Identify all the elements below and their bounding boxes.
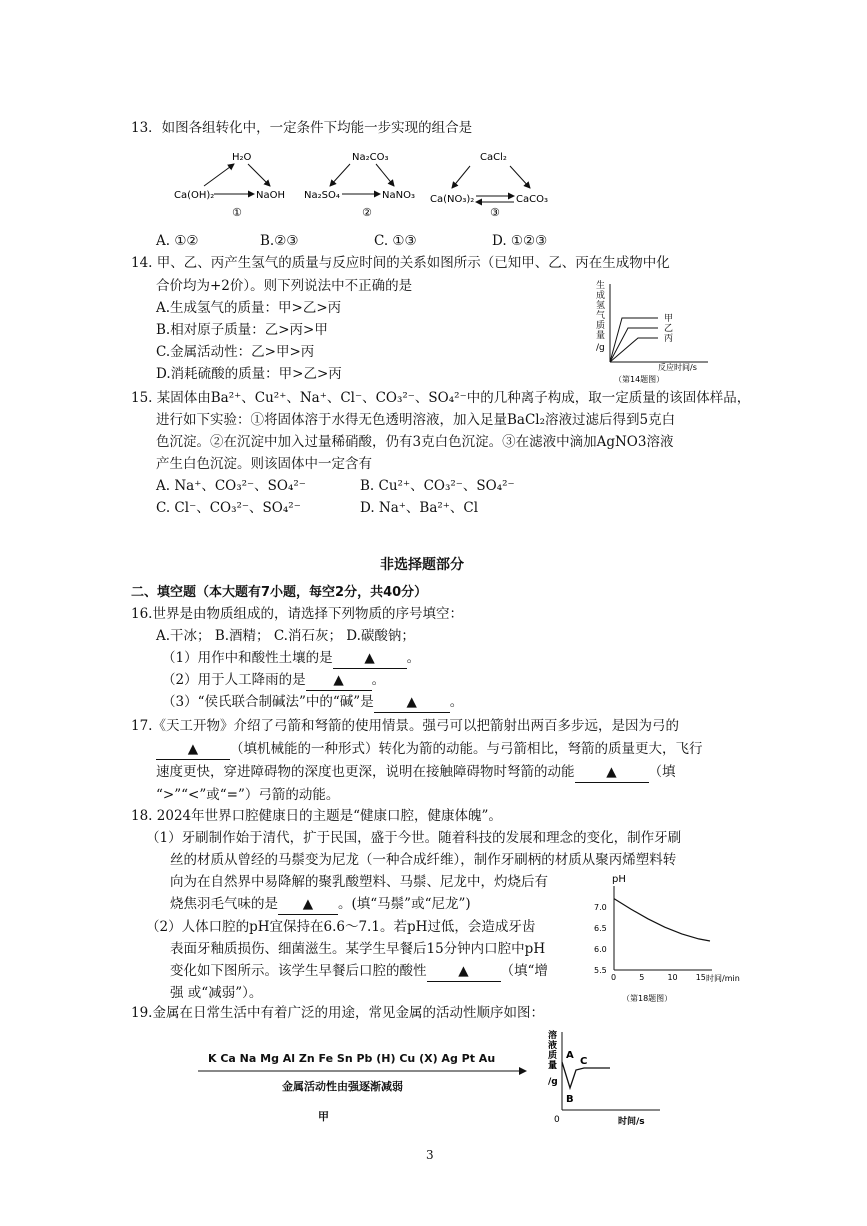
q18-p2-line3: 变化如下图所示。该学生早餐后口腔的酸性 ▲ （填“增	[170, 961, 548, 982]
q19-figure-label: 甲	[318, 1110, 329, 1123]
q14-option-c: C.金属活动性：乙>甲>丙	[156, 344, 315, 360]
q13-option-d: D. ①②③	[492, 233, 548, 249]
q15-option-d: D. Na⁺、Ba²⁺、Cl	[360, 500, 479, 516]
q16-item-2: （2）用于人工降雨的是 ▲ 。	[162, 670, 385, 691]
q16-item-1: （1）用作中和酸性土壤的是 ▲ 。	[162, 648, 420, 669]
q15-option-a: A. Na⁺、CO₃²⁻、SO₄²⁻	[156, 478, 306, 494]
q18-ytick-label: 7.0	[594, 903, 607, 912]
q17-line4: “>”“<”或“=”）弓箭的动能。	[156, 787, 340, 803]
g3-num: ③	[490, 206, 500, 219]
q19-point-b: B	[566, 1094, 574, 1105]
q14-series-bing: 丙	[664, 334, 674, 344]
q19-xlabel: 时间/s	[618, 1117, 645, 1127]
q19-metal-series: K Ca Na Mg Al Zn Fe Sn Pb (H) Cu (X) Ag Pt Au	[208, 1052, 496, 1065]
q15-line3: 色沉淀。②在沉淀中加入过量稀硝酸，仍有3克白色沉淀。③在滤液中滴加AgNO3溶液	[156, 434, 674, 450]
q19-stem: 19.金属在日常生活中有着广泛的用途，常见金属的活动性顺序如图：	[131, 1005, 544, 1021]
svg-text:溶: 溶	[548, 1031, 558, 1041]
q13-option-b: B.②③	[260, 233, 299, 249]
q18-ytick-label: 6.5	[594, 924, 607, 933]
q18-ylabel: pH	[612, 874, 626, 885]
q14-ylabel-1: 生	[596, 281, 606, 291]
q18-p2-line4: 强 或“减弱”）。	[170, 985, 263, 1001]
svg-text:质: 质	[548, 1051, 558, 1061]
q19-origin: 0	[554, 1115, 560, 1125]
q18-xtick-label: 0	[611, 973, 617, 982]
answer-blank[interactable]: ▲	[427, 961, 501, 982]
g3-right: CaCO₃	[516, 194, 548, 205]
g1-num: ①	[232, 206, 242, 219]
q15-line1: 15. 某固体由Ba²⁺、Cu²⁺、Na⁺、Cl⁻、CO₃²⁻、SO₄²⁻中的几种离子构成，取一定质量的该固体样品，	[131, 390, 751, 406]
q14-caption: （第14题图）	[614, 375, 665, 384]
q19-point-c: C	[580, 1056, 588, 1067]
answer-blank[interactable]: ▲	[156, 739, 230, 760]
g1-right: NaOH	[256, 190, 285, 201]
svg-text:氢: 氢	[596, 301, 606, 311]
q16-item-3: （3）“侯氏联合制碱法”中的“碱”是 ▲ 。	[162, 692, 463, 713]
q18-ytick-label: 5.5	[594, 966, 607, 975]
section-subtitle: 二、填空题（本大题有7小题，每空2分，共40分）	[131, 585, 428, 600]
g3-left: Ca(NO₃)₂	[430, 194, 475, 205]
q14-series-jia: 甲	[664, 314, 674, 324]
q17-line2: ▲ （填机械能的一种形式）转化为箭的动能。与弓箭相比，弩箭的质量更大，飞行	[156, 739, 703, 760]
svg-text:成: 成	[596, 291, 606, 301]
g2-num: ②	[362, 206, 372, 219]
g2-top: Na₂CO₃	[352, 152, 389, 163]
q18-caption: （第18题图）	[622, 994, 673, 1003]
q14-stem-line2: 合价均为+2价）。则下列说法中不正确的是	[156, 278, 413, 294]
q18-line1: 18. 2024年世界口腔健康日的主题是“健康口腔，健康体魄”。	[131, 808, 502, 824]
q18-ph-chart	[592, 868, 767, 1008]
q15-line4: 产生白色沉淀。则该固体中一定含有	[156, 456, 372, 472]
g2-left: Na₂SO₄	[304, 190, 340, 201]
svg-text:液: 液	[548, 1041, 558, 1051]
answer-blank[interactable]: ▲	[575, 762, 649, 783]
svg-text:气: 气	[596, 311, 606, 321]
q18-xtick-label: 10	[667, 973, 678, 982]
section-title: 非选择题部分	[380, 557, 464, 573]
q19-chart	[540, 1026, 680, 1130]
q14-option-b: B.相对原子质量：乙>丙>甲	[156, 322, 328, 338]
q13-option-c: C. ①③	[374, 233, 417, 249]
q19-point-a: A	[566, 1050, 574, 1061]
q18-p1-line4: 烧焦羽毛气味的是 ▲ 。(填“马鬃”或“尼龙”)	[170, 894, 471, 915]
q18-ph-curve	[614, 899, 710, 941]
answer-blank[interactable]: ▲	[333, 648, 407, 669]
q13-diagram	[170, 146, 570, 224]
q13-stem: 13．如图各组转化中，一定条件下均能一步实现的组合是	[131, 120, 473, 136]
q18-xtick-label: 5	[639, 973, 645, 982]
svg-text:量: 量	[548, 1061, 558, 1071]
q14-option-d: D.消耗硫酸的质量：甲>乙>丙	[156, 366, 342, 382]
q16-stem: 16.世界是由物质组成的，请选择下列物质的序号填空：	[131, 606, 463, 622]
answer-blank[interactable]: ▲	[278, 894, 338, 915]
answer-blank[interactable]: ▲	[374, 692, 450, 713]
q17-line1: 17.《天工开物》介绍了弓箭和弩箭的使用情景。强弓可以把箭射出两百多步远，是因为弓的	[131, 718, 679, 734]
q18-xlabel: 时间/min	[706, 974, 740, 983]
svg-text:量: 量	[596, 331, 606, 341]
svg-text:/g: /g	[548, 1077, 558, 1087]
q15-option-b: B. Cu²⁺、CO₃²⁻、SO₄²⁻	[360, 478, 515, 494]
q18-p1-line3: 向为在自然界中易降解的聚乳酸塑料、马鬃、尼龙中，灼烧后有	[170, 874, 548, 890]
page-number: 3	[426, 1148, 434, 1162]
q18-p1-line2: 丝的材质从曾经的马鬃变为尼龙（一种合成纤维），制作牙刷柄的材质从聚丙烯塑料转	[170, 852, 677, 868]
q14-stem-line1: 14. 甲、乙、丙产生氢气的质量与反应时间的关系如图所示（已知甲、乙、丙在生成物中化	[131, 255, 670, 271]
q16-choices: A.干冰； B.酒精； C.消石灰； D.碳酸钠；	[156, 628, 415, 644]
g2-right: NaNO₃	[382, 190, 415, 201]
g3-top: CaCl₂	[480, 152, 507, 163]
q18-ytick-label: 6.0	[594, 945, 607, 954]
svg-text:质: 质	[596, 321, 606, 331]
q15-line2: 进行如下实验：①将固体溶于水得无色透明溶液，加入足量BaCl₂溶液过滤后得到5克白	[156, 412, 676, 428]
g1-left: Ca(OH)₂	[174, 190, 215, 201]
q14-xlabel: 反应时间/s	[658, 363, 697, 372]
q14-option-a: A.生成氢气的质量：甲>乙>丙	[156, 300, 342, 316]
q18-p2-line2: 表面牙釉质损伤、细菌滋生。某学生早餐后15分钟内口腔中pH	[170, 941, 546, 957]
q13-option-a: A. ①②	[156, 233, 199, 249]
g1-top: H₂O	[232, 152, 252, 163]
q19-arrow	[196, 1064, 536, 1078]
q17-line3: 速度更快，穿进障碍物的深度也更深，说明在接触障碍物时弩箭的动能 ▲ （填	[156, 762, 676, 783]
q14-chart	[594, 278, 724, 386]
answer-blank[interactable]: ▲	[306, 670, 372, 691]
svg-text:/g: /g	[596, 343, 605, 353]
q18-xtick-label: 15	[695, 973, 706, 982]
q19-arrow-label: 金属活动性由强逐渐减弱	[282, 1080, 403, 1093]
q14-series-yi: 乙	[664, 324, 674, 334]
q15-option-c: C. Cl⁻、CO₃²⁻、SO₄²⁻	[156, 500, 301, 516]
q18-p2-line1: （2）人体口腔的pH宜保持在6.6～7.1。若pH过低，会造成牙齿	[146, 919, 536, 935]
q18-p1-line1: （1）牙刷制作始于清代，扩于民国，盛于今世。随着科技的发展和理念的变化，制作牙刷	[146, 830, 682, 846]
